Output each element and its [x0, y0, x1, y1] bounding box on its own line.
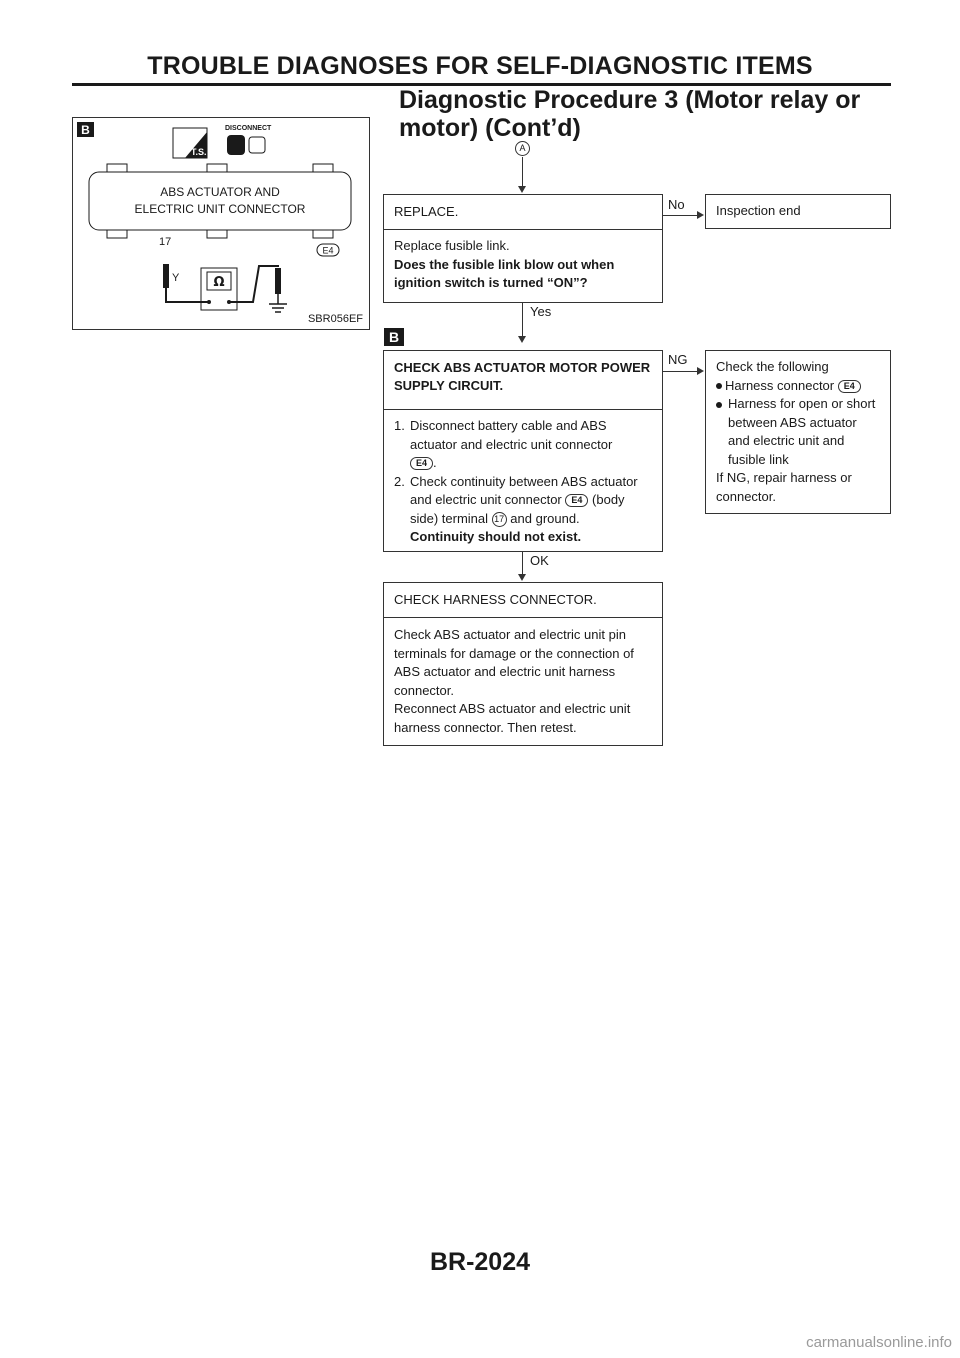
no-label: No: [668, 197, 685, 212]
step-harness-box: [383, 582, 663, 746]
ng-line-4: If NG, repair harness or connector.: [716, 470, 852, 504]
step-b-result: Continuity should not exist.: [410, 529, 582, 544]
title-line-1: Diagnostic Procedure 3 (Motor relay or: [399, 86, 861, 114]
figure-code: SBR056EF: [307, 313, 363, 325]
connector-figure: [72, 117, 370, 330]
arrow-down-icon: [518, 574, 526, 581]
ohm-symbol: Ω: [213, 275, 225, 290]
page-title: [399, 86, 860, 142]
probe-right: [275, 268, 281, 294]
page-number: BR-2024: [429, 1248, 531, 1276]
step-harness-body-2: Reconnect ABS actuator and electric unit harness connector. Then retest.: [394, 701, 631, 735]
mark-b: B: [384, 328, 404, 346]
figure-mark: B: [81, 123, 90, 137]
inspection-end-box: [705, 194, 891, 229]
disconnect-icon: [227, 135, 245, 155]
ng-bullet-1: Harness connector: [725, 377, 835, 393]
ts-label: T.S.: [191, 147, 207, 157]
step-check-motor-head: CHECK ABS ACTUATOR MOTOR POWER SUPPLY CIRCUIT.: [384, 351, 662, 410]
connector-badge: E4: [410, 457, 433, 470]
bullet-icon: [716, 383, 722, 389]
ng-label: NG: [668, 352, 688, 367]
step-harness-body-1: Check ABS actuator and electric unit pin terminals for damage or the connection of ABS actuator and electric unit harness connector.: [394, 627, 634, 698]
probe-left: [163, 264, 169, 288]
connector-diagram: [73, 118, 369, 329]
pin-number: 17: [159, 236, 172, 248]
connector-name-1: ABS ACTUATOR AND: [160, 185, 280, 199]
step-b-item-2: Check continuity between ABS actuator and electric unit connector: [410, 473, 638, 507]
inspection-end-text: Inspection end: [716, 203, 801, 218]
ng-check-box: [705, 350, 891, 514]
arrow-down-icon: [518, 186, 526, 193]
connector-id: E4: [322, 245, 334, 256]
connector-body: [89, 172, 351, 230]
disconnect-label: DISCONNECT: [225, 125, 272, 132]
title-line-2: motor) (Cont’d): [399, 114, 581, 142]
wire-color: Y: [172, 272, 180, 284]
ng-bullet-2: Harness for open or short between ABS actuator and electric unit and fusible link: [728, 396, 876, 467]
ng-line-1: Check the following: [716, 359, 829, 374]
terminal-badge: 17: [492, 512, 507, 527]
step-check-motor-box: CHECK ABS ACTUATOR MOTOR POWER SUPPLY CIRCUIT. 1. Disconnect battery cable and ABS actuator and electric unit connector E4 . 2. Check continuity between ABS actuator and electric unit connector E4 (body side) terminal 17 and ground. Continuity should not exist.: [383, 350, 663, 552]
connector-badge: E4: [565, 494, 588, 507]
connector-name-2: ELECTRIC UNIT CONNECTOR: [134, 202, 306, 216]
arrow-down-icon: [518, 336, 526, 343]
entry-a-circle: A: [515, 141, 530, 156]
ok-label: OK: [530, 553, 549, 568]
section-header: TROUBLE DIAGNOSES FOR SELF-DIAGNOSTIC ITEMS: [147, 52, 813, 80]
arrow-right-icon: [697, 367, 704, 375]
bullet-icon: [716, 402, 722, 408]
step-replace-question: Does the fusible link blow out when ignition switch is turned “ON”?: [394, 256, 615, 290]
yes-label: Yes: [530, 304, 552, 319]
step-replace-body-1: Replace fusible link.: [394, 238, 510, 253]
connector-badge: E4: [838, 380, 861, 393]
step-replace-head: REPLACE.: [384, 195, 662, 230]
arrow-right-icon: [697, 211, 704, 219]
step-b-item-1: Disconnect battery cable and ABS actuator and electric unit connector: [410, 418, 613, 452]
step-harness-head: CHECK HARNESS CONNECTOR.: [384, 583, 662, 618]
watermark: carmanualsonline.info: [806, 1334, 952, 1351]
entry-a: [515, 140, 530, 158]
step-replace-box: [383, 194, 663, 303]
